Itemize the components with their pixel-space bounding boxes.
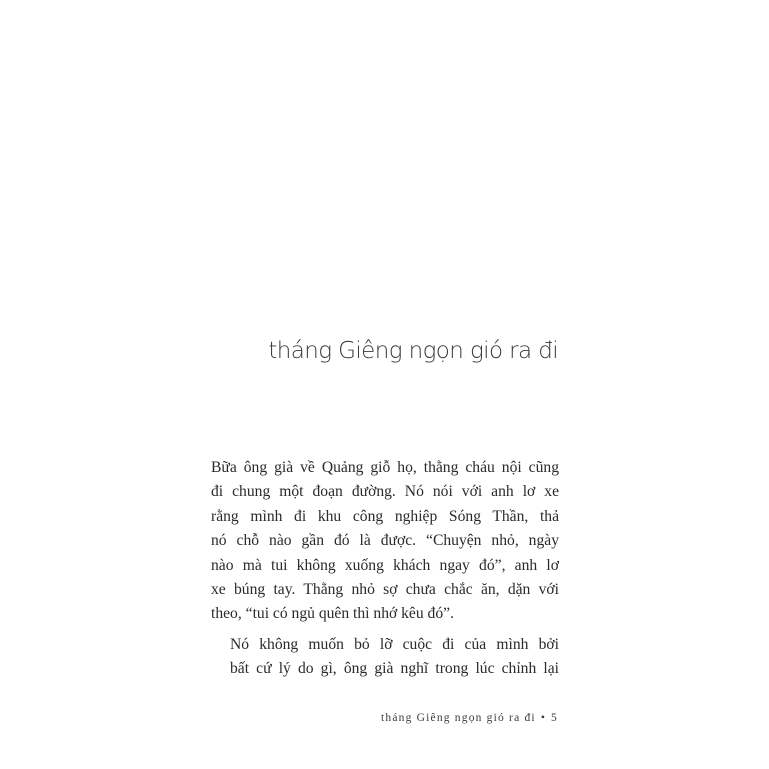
text-line: rằng mình đi khu công nghiệp Sóng Thần, thả	[211, 507, 559, 525]
text-line: bất cứ lý do gì, ông già nghĩ trong lúc chỉnh lại	[230, 660, 559, 678]
text-line: đi chung một đoạn đường. Nó nói với anh lơ xe	[211, 483, 559, 501]
text-line: xe búng tay. Thằng nhỏ sợ chưa chắc ăn, dặn với	[211, 581, 559, 599]
running-title: tháng Giêng ngọn gió ra đi	[381, 712, 536, 724]
body-text	[211, 456, 559, 682]
page-footer	[381, 712, 558, 724]
chapter-title: tháng Giêng ngọn gió ra đi	[268, 338, 558, 364]
text-line: theo, “tui có ngủ quên thì nhớ kêu đó”.	[211, 605, 454, 623]
footer-separator: •	[540, 712, 547, 724]
page-number: 5	[551, 712, 558, 724]
paragraph-1	[211, 456, 559, 627]
text-line: Bữa ông già về Quảng giỗ họ, thằng cháu nội cũng	[211, 459, 559, 476]
text-line: nó chỗ nào gần đó là được. “Chuyện nhỏ, ngày	[211, 532, 559, 550]
text-line: Nó không muốn bỏ lỡ cuộc đi của mình bởi	[230, 635, 559, 653]
text-line: nào mà tui không xuống khách ngay đó”, anh lơ	[211, 556, 559, 574]
paragraph-2	[211, 633, 559, 682]
